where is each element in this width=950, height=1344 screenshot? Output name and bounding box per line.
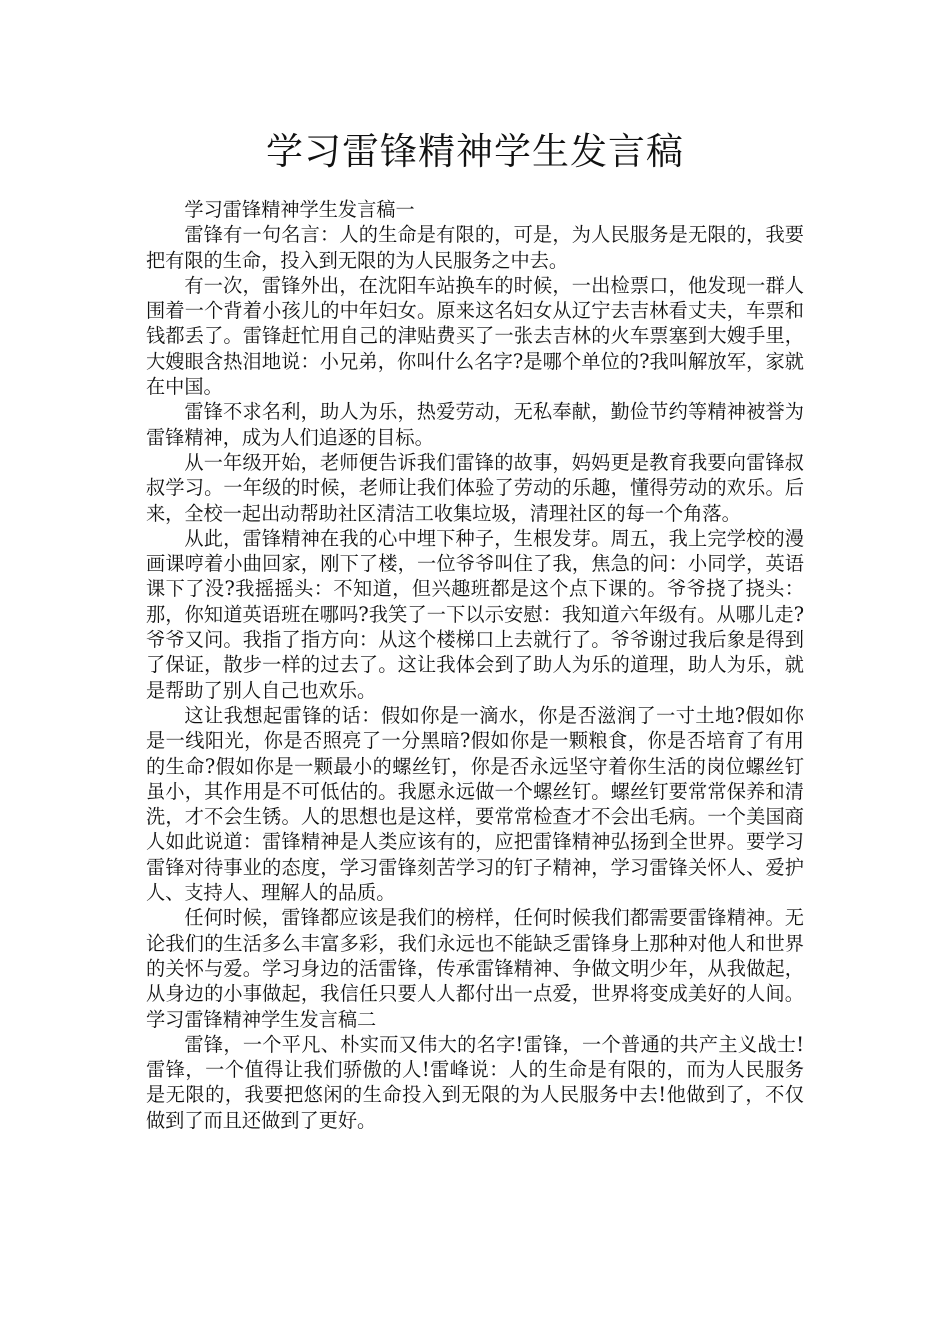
paragraph: 雷锋，一个平凡、朴实而又伟大的名字!雷锋，一个普通的共产主义战士!雷锋，一个值得让我们骄傲的人!雷峰说：人的生命是有限的，而为人民服务是无限的，我要把悠闲的生命投入到无限的为人民服务中去!他做到了，不仅做到了而且还做到了更好。 bbox=[146, 1032, 804, 1132]
paragraph: 从此，雷锋精神在我的心中埋下种子，生根发芽。周五，我上完学校的漫画课哼着小曲回家，刚下了楼，一位爷爷叫住了我，焦急的问：小同学，英语课下了没?我摇摇头：不知道，但兴趣班都是这个点下课的。爷爷挠了挠头：那，你知道英语班在哪吗?我笑了一下以示安慰：我知道六年级有。从哪儿走?爷爷又问。我指了指方向：从这个楼梯口上去就行了。爷爷谢过我后象是得到了保证，散步一样的过去了。这让我体会到了助人为乐的道理，助人为乐，就是帮助了别人自己也欢乐。 bbox=[146, 526, 804, 702]
document-title: 学习雷锋精神学生发言稿 bbox=[266, 130, 684, 173]
document-body bbox=[146, 197, 804, 1133]
paragraph: 这让我想起雷锋的话：假如你是一滴水，你是否滋润了一寸土地?假如你是一线阳光，你是否照亮了一分黑暗?假如你是一颗粮食，你是否培育了有用的生命?假如你是一颗最小的螺丝钉，你是否永远坚守着你生活的岗位螺丝钉虽小，其作用是不可低估的。我愿永远做一个螺丝钉。螺丝钉要常常保养和清洗，才不会生锈。人的思想也是这样，要常常检查才不会出毛病。一个美国商人如此说道：雷锋精神是人类应该有的，应把雷锋精神弘扬到全世界。要学习雷锋对待事业的态度，学习雷锋刻苦学习的钉子精神，学习雷锋关怀人、爱护人、支持人、理解人的品质。 bbox=[146, 703, 804, 905]
paragraph: 从一年级开始，老师便告诉我们雷锋的故事，妈妈更是教育我要向雷锋叔叔学习。一年级的时候，老师让我们体验了劳动的乐趣，懂得劳动的欢乐。后来，全校一起出动帮助社区清洁工收集垃圾，清理社区的每一个角落。 bbox=[146, 450, 804, 525]
paragraph: 雷锋不求名利，助人为乐，热爱劳动，无私奉献，勤俭节约等精神被誉为雷锋精神，成为人们追逐的目标。 bbox=[146, 400, 804, 449]
paragraph: 有一次，雷锋外出，在沈阳车站换车的时候，一出检票口，他发现一群人围着一个背着小孩儿的中年妇女。原来这名妇女从辽宁去吉林看丈夫，车票和钱都丢了。雷锋赶忙用自己的津贴费买了一张去吉林的火车票塞到大嫂手里，大嫂眼含热泪地说：小兄弟，你叫什么名字?是哪个单位的?我叫解放军，家就在中国。 bbox=[146, 273, 804, 399]
paragraph: 雷锋有一句名言：人的生命是有限的，可是，为人民服务是无限的，我要把有限的生命，投入到无限的为人民服务之中去。 bbox=[146, 223, 804, 272]
paragraph: 任何时候，雷锋都应该是我们的榜样，任何时候我们都需要雷锋精神。无论我们的生活多么丰富多彩，我们永远也不能缺乏雷锋身上那种对他人和世界的关怀与爱。学习身边的活雷锋，传承雷锋精神、争做文明少年，从我做起，从身边的小事做起，我信任只要人人都付出一点爱，世界将变成美好的人间。学习雷锋精神学生发言稿二 bbox=[146, 906, 804, 1031]
paragraph-heading-1: 学习雷锋精神学生发言稿一 bbox=[184, 198, 415, 221]
